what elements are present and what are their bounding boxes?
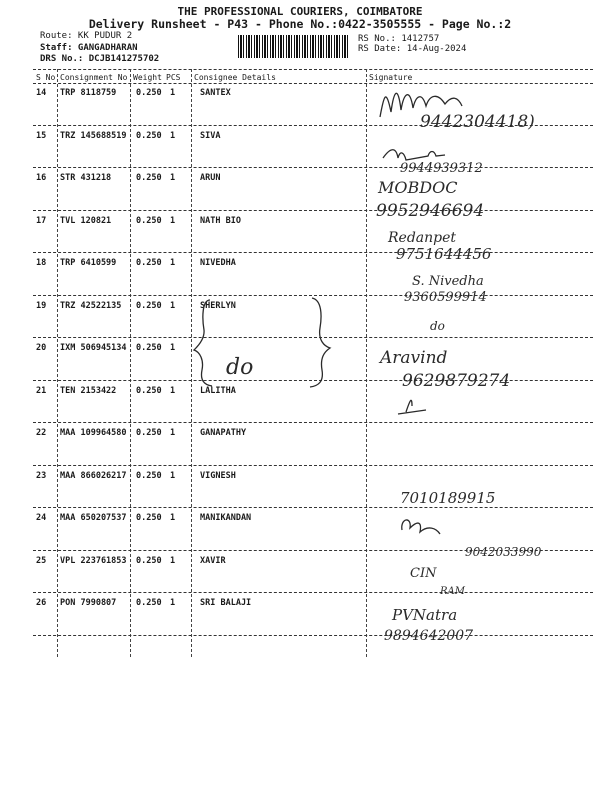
handwritten-phone: 9952946694 (376, 201, 485, 221)
ditto-brace (194, 300, 212, 386)
cell-weight: 0.250 (136, 343, 162, 353)
cell-pcs: 1 (170, 130, 176, 141)
cell-consignment-no: STR 431218 (60, 173, 112, 183)
cell-pcs: 1 (170, 258, 176, 268)
route-text: Route: KK PUDUR 2 (40, 31, 133, 41)
cell-pcs: 1 (170, 300, 176, 311)
cell-pcs: 1 (170, 385, 176, 396)
handwritten-phone: 9629879274 (402, 371, 511, 391)
handwritten-ditto: do (430, 319, 445, 333)
company-title: THE PROFESSIONAL COURIERS, COIMBATORE (177, 5, 423, 18)
handwritten-name: CIN (410, 566, 437, 581)
cell-consignee: VIGNESH (200, 470, 236, 481)
cell-sno: 16 (36, 173, 47, 183)
handwritten-phone: 9442304418) (420, 112, 535, 132)
cell-sno: 14 (36, 88, 47, 98)
cell-consignee: MANIKANDAN (200, 513, 252, 523)
handwritten-name: S. Nivedha (412, 274, 484, 289)
handwritten-ditto: do (226, 355, 254, 380)
cell-sno: 26 (36, 598, 47, 608)
handwritten-phone: 7010189915 (400, 489, 496, 507)
cell-consignee: NIVEDHA (200, 258, 236, 268)
cell-weight: 0.250 (136, 215, 162, 226)
cell-consignment-no: TRP 8118759 (60, 88, 117, 98)
cell-pcs: 1 (170, 513, 176, 523)
cell-weight: 0.250 (136, 598, 162, 608)
cell-sno: 17 (36, 215, 47, 226)
cell-consignee: SHERLYN (200, 300, 236, 311)
col-header-consignee: Consignee Details (194, 73, 276, 82)
rs-date-text: RS Date: 14-Aug-2024 (358, 44, 467, 54)
handwritten-phone: 9360599914 (404, 290, 487, 305)
cell-consignment-no: TVL 120821 (60, 215, 112, 226)
cell-sno: 15 (36, 130, 47, 141)
handwritten-phone: 9944939312 (400, 161, 483, 176)
cell-consignment-no: IXM 506945134 (60, 343, 127, 353)
cell-weight: 0.250 (136, 513, 162, 523)
cell-weight: 0.250 (136, 385, 162, 396)
cell-sno: 18 (36, 258, 47, 268)
cell-sno: 21 (36, 385, 47, 396)
col-header-sno: S No (36, 73, 56, 82)
handwritten-phone: 9042033990 (465, 545, 542, 559)
cell-pcs: 1 (170, 88, 176, 98)
handwritten-phone: 9751644456 (396, 245, 492, 263)
cell-consignee: GANAPATHY (200, 428, 247, 438)
cell-weight: 0.250 (136, 173, 162, 183)
cell-pcs: 1 (170, 173, 176, 183)
col-header-pcs: PCS (166, 73, 181, 82)
cell-weight: 0.250 (136, 470, 162, 481)
ditto-brace (310, 298, 330, 387)
staff-text: Staff: GANGADHARAN (40, 42, 138, 53)
cell-consignee: SRI BALAJI (200, 598, 252, 608)
cell-weight: 0.250 (136, 258, 162, 268)
cell-consignee: SANTEX (200, 88, 231, 98)
cell-weight: 0.250 (136, 130, 162, 141)
cell-sno: 24 (36, 513, 47, 523)
handwritten-phone: 9894642007 (384, 628, 474, 644)
signature-scribble (402, 520, 440, 534)
cell-consignment-no: PON 7990807 (60, 598, 117, 608)
handwritten-name: RAM (440, 586, 465, 597)
handwritten-name: Aravind (380, 348, 448, 368)
col-header-signature: Signature (369, 73, 413, 82)
handwritten-name: PVNatra (392, 606, 458, 624)
cell-weight: 0.250 (136, 88, 162, 98)
cell-pcs: 1 (170, 215, 176, 226)
cell-sno: 25 (36, 555, 47, 566)
col-header-consignment: Consignment No (60, 73, 128, 82)
handwritten-name: MOBDOC (378, 178, 458, 197)
cell-sno: 19 (36, 300, 47, 311)
drs-text: DRS No.: DCJB141275702 (40, 54, 160, 64)
cell-consignee: LALITHA (200, 385, 236, 396)
cell-consignee: ARUN (200, 173, 221, 183)
cell-pcs: 1 (170, 343, 176, 353)
signature-scribble (398, 400, 426, 414)
cell-sno: 22 (36, 428, 47, 438)
cell-consignment-no: MAA 866026217 (60, 470, 127, 481)
cell-consignee: NATH BIO (200, 215, 241, 226)
cell-weight: 0.250 (136, 300, 162, 311)
cell-consignment-no: MAA 109964580 (60, 428, 127, 438)
signature-scribble (383, 150, 445, 160)
cell-weight: 0.250 (136, 555, 162, 566)
cell-weight: 0.250 (136, 428, 162, 438)
runsheet-title: Delivery Runsheet - P43 - Phone No.:0422-3505555 - Page No.:2 (88, 17, 512, 31)
cell-pcs: 1 (170, 598, 176, 608)
cell-consignment-no: TRZ 42522135 (60, 300, 122, 311)
cell-consignment-no: VPL 223761853 (60, 555, 127, 566)
cell-pcs: 1 (170, 428, 176, 438)
cell-sno: 23 (36, 470, 47, 481)
cell-pcs: 1 (170, 470, 176, 481)
cell-consignment-no: TEN 2153422 (60, 385, 117, 396)
handwritten-name: Redanpet (388, 230, 457, 246)
cell-sno: 20 (36, 343, 47, 353)
cell-consignment-no: TRP 6410599 (60, 258, 117, 268)
col-header-weight: Weight (133, 73, 162, 82)
cell-consignee: SIVA (200, 130, 221, 141)
cell-consignee: XAVIR (200, 555, 226, 566)
cell-pcs: 1 (170, 555, 176, 566)
cell-consignment-no: TRZ 145688519 (60, 130, 127, 141)
cell-consignment-no: MAA 650207537 (60, 513, 127, 523)
rs-no-text: RS No.: 1412757 (358, 34, 440, 44)
